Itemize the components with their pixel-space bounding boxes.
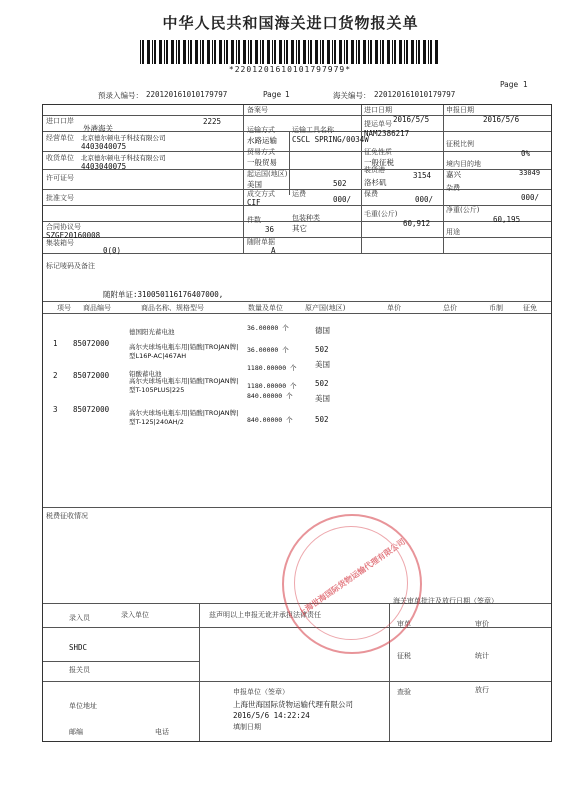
barcode-bar	[394, 40, 396, 64]
barcode-bar	[190, 40, 192, 64]
page-number: 1	[285, 90, 290, 99]
barcode-bar	[236, 40, 237, 64]
receiver-name: 北京德尔顿电子科技有限公司	[81, 154, 166, 162]
barcode-bar	[332, 40, 333, 64]
release-label: 放行	[475, 686, 489, 694]
col-total: 总价	[443, 304, 457, 312]
row3-name2: 高尔夫球场电瓶车用|铅酸|TROJAN牌|型T-125|240AH/2	[129, 409, 239, 426]
barcode-bar	[207, 40, 210, 64]
marks-label: 标记唛码及备注	[46, 262, 95, 270]
barcode-bar	[296, 40, 297, 64]
row1-qty2: 36.00000 个	[247, 346, 289, 354]
pack-type: 其它	[292, 224, 307, 233]
port-label: 进口口岸	[46, 117, 74, 125]
page-label-2: Page	[500, 80, 519, 89]
gross-weight: 60,912	[403, 219, 431, 228]
barcode-bar	[315, 40, 318, 64]
address-label: 单位地址	[69, 702, 97, 710]
port-code: 2225	[203, 117, 222, 126]
barcode-bar	[406, 40, 408, 64]
tax-levy-label: 征税	[397, 652, 411, 660]
transaction: CIF	[247, 198, 261, 207]
net-weight-label: 净重(公斤)	[446, 206, 480, 214]
barcode-bar	[164, 40, 165, 64]
barcode-bar	[176, 40, 177, 64]
attach-note: 随附单证:310050116176407000,	[103, 290, 224, 299]
pre-entry-label: 预录入编号：	[98, 91, 143, 100]
declaration-text: 兹声明以上申报无讹并承担法律责任	[209, 611, 321, 619]
insurance: 000/	[415, 195, 434, 204]
tax-nature: 一般征税	[364, 158, 394, 167]
barcode-bar	[344, 40, 345, 64]
barcode-bar	[200, 40, 201, 64]
price-review-label: 审价	[475, 620, 489, 628]
barcode-bar	[224, 40, 225, 64]
reporter-label: 报关员	[69, 666, 90, 674]
barcode-bar	[430, 40, 432, 64]
declare-date-label: 申报日期	[446, 106, 474, 114]
barcode-bar	[416, 40, 417, 64]
freight-label: 运费	[292, 190, 306, 198]
barcode-bar	[286, 40, 288, 64]
tax-ratio-label: 征税比例	[446, 140, 474, 148]
col-name: 商品名称、规格型号	[141, 304, 204, 312]
barcode-bar	[291, 40, 294, 64]
entry-person-label: 录入员	[69, 614, 90, 622]
barcode-bar	[183, 40, 186, 64]
row2-origin2: 502	[315, 379, 329, 388]
barcode-bar	[238, 40, 240, 64]
barcode-bar	[327, 40, 330, 64]
customs-no-label: 海关编号：	[333, 91, 371, 100]
trade-mode-label: 贸易方式	[247, 148, 275, 156]
barcode-bar	[363, 40, 366, 64]
declaration-form	[42, 104, 552, 742]
contract-no: SZGF20160008	[46, 231, 101, 240]
pre-entry-number: 220120161010179797	[146, 90, 228, 99]
barcode-bar	[159, 40, 162, 64]
row2-name1: 铅酸蓄电池	[129, 370, 162, 378]
barcode-bar	[392, 40, 393, 64]
barcode-bar	[214, 40, 216, 64]
receiver-label: 收货单位	[46, 154, 74, 162]
entry-person: SHDC	[69, 643, 88, 652]
row2-qty2: 1180.00000 个	[247, 382, 297, 390]
barcode-bar	[255, 40, 258, 64]
barcode-bar	[310, 40, 312, 64]
origin-country: 美国	[247, 180, 262, 189]
bill-no: NAM2386217	[364, 129, 410, 138]
review-label: 审单	[397, 620, 411, 628]
row3-qty2: 840.00000 个	[247, 416, 293, 424]
docs-label: 随附单据	[247, 238, 275, 246]
declare-unit-name: 上海世海国际货物运输代理有限公司	[233, 700, 353, 709]
barcode-bar	[423, 40, 426, 64]
import-date-label: 进口日期	[364, 106, 392, 114]
barcode-bar	[308, 40, 309, 64]
loading-port: 洛杉矶	[364, 178, 387, 187]
barcode-bar	[250, 40, 252, 64]
pack-type-label: 包装种类	[292, 214, 320, 222]
barcode-bar	[152, 40, 153, 64]
barcode-bar	[226, 40, 228, 64]
origin-country-code: 502	[333, 179, 347, 188]
gross-weight-label: 毛重(公斤)	[364, 210, 398, 218]
declare-unit-label: 申报单位（签章）	[233, 688, 289, 696]
barcode-bar	[404, 40, 405, 64]
barcode-bar	[382, 40, 384, 64]
domestic-dest-code: 33049	[519, 169, 541, 177]
customs-number: 220120161010179797	[374, 90, 456, 99]
barcode-bar	[262, 40, 264, 64]
import-date: 2016/5/5	[393, 115, 430, 124]
consignee-code: 4403040075	[81, 142, 127, 151]
fill-date-label: 填制日期	[233, 723, 261, 731]
misc: 000/	[521, 193, 540, 202]
barcode-bar	[202, 40, 204, 64]
insurance-label: 保费	[364, 190, 378, 198]
row3-origin1: 美国	[315, 394, 330, 403]
packages-label: 件数	[247, 216, 261, 224]
barcode-bar	[272, 40, 273, 64]
document-title: 中华人民共和国海关进口货物报关单	[162, 14, 419, 32]
customs-approval-label: 海关审单批注及放行日期（签章）	[393, 597, 498, 605]
transport-mode-label: 运输方式	[247, 126, 275, 134]
barcode-bar	[339, 40, 342, 64]
barcode-bar	[284, 40, 285, 64]
declare-datetime: 2016/5/6 14:22:24	[233, 711, 310, 720]
tax-ratio: 0%	[521, 149, 531, 158]
trade-mode: 一般贸易	[247, 158, 277, 167]
barcode-bar	[380, 40, 381, 64]
row2-origin1: 美国	[315, 360, 330, 369]
col-qty: 数量及单位	[248, 304, 283, 312]
row1-qty1: 36.00000 个	[247, 324, 289, 332]
entry-unit-label: 录入单位	[121, 611, 149, 619]
row2-qty1: 1180.00000 个	[247, 364, 297, 372]
consignee-name: 北京德尔顿电子科技有限公司	[81, 134, 166, 142]
barcode-bar	[303, 40, 306, 64]
loading-port-label: 装货港	[364, 166, 385, 174]
barcode-bar	[322, 40, 324, 64]
transaction-label: 成交方式	[247, 190, 275, 198]
barcode-bar	[171, 40, 174, 64]
row1-no: 1	[53, 339, 58, 348]
license-label: 许可证号	[46, 174, 74, 182]
barcode-bar	[243, 40, 246, 64]
transport-mode: 水路运输	[247, 136, 277, 145]
consignee-label: 经营单位	[46, 134, 74, 142]
domestic-dest: 嘉兴	[446, 170, 461, 179]
freight: 000/	[333, 195, 352, 204]
row2-name2: 高尔夫球场电瓶车用|铅酸|TROJAN牌|型T-105PLUS|225	[129, 377, 239, 394]
page-number-2: 1	[523, 80, 528, 89]
barcode-bar	[418, 40, 420, 64]
barcode-bar	[428, 40, 429, 64]
row1-name1: 德国阳光蓄电池	[129, 328, 175, 336]
barcode-bar	[274, 40, 276, 64]
barcode-bar	[140, 40, 141, 64]
barcode-bar	[435, 40, 438, 64]
tax-collection-label: 税费征收情况	[46, 512, 88, 520]
barcode-bar	[178, 40, 180, 64]
barcode-bar	[188, 40, 189, 64]
barcode-bar	[346, 40, 348, 64]
barcode-bar	[370, 40, 372, 64]
row1-name2: 高尔夫球场电瓶车用|铅酸|TROJAN牌|型L16P-AC|467AH	[129, 343, 239, 360]
postcode-label: 邮编	[69, 728, 83, 736]
bill-label: 提运单号	[364, 120, 392, 128]
barcode-bar	[260, 40, 261, 64]
row1-origin2: 502	[315, 345, 329, 354]
record-no-label: 备案号	[247, 106, 268, 114]
row2-no: 2	[53, 371, 58, 380]
barcode-bar	[248, 40, 249, 64]
barcode-bar	[166, 40, 168, 64]
row3-code: 85072000	[73, 405, 110, 414]
barcode-bar	[267, 40, 270, 64]
barcode-bar	[212, 40, 213, 64]
row2-code: 85072000	[73, 371, 110, 380]
inspection-label: 查验	[397, 688, 411, 696]
declare-date: 2016/5/6	[483, 115, 520, 124]
barcode-text: *2201201610101797979*	[228, 65, 352, 74]
docs-value: A	[271, 246, 276, 255]
barcode-bar	[351, 40, 354, 64]
col-currency: 币制	[489, 304, 503, 312]
row3-qty1: 840.00000 个	[247, 392, 293, 400]
row3-origin2: 502	[315, 415, 329, 424]
barcode-bar	[368, 40, 369, 64]
transport-tool: CSCL SPRING/0034W	[292, 135, 369, 144]
seal-text: 上海世海国际货物运输代理有限公司	[296, 537, 408, 618]
misc-label: 杂费	[446, 184, 460, 192]
col-exempt: 征免	[523, 304, 537, 312]
barcode	[140, 40, 440, 64]
container-no: 0(0)	[103, 246, 122, 255]
origin-country-label: 起运国(地区)	[247, 170, 288, 178]
page-label: Page	[263, 90, 282, 99]
barcode-bar	[399, 40, 402, 64]
statistics-label: 统计	[475, 652, 489, 660]
loading-port-code: 3154	[413, 171, 432, 180]
approval-label: 批准文号	[46, 194, 74, 202]
tax-nature-label: 征免性质	[364, 148, 392, 156]
barcode-bar	[219, 40, 222, 64]
barcode-bar	[334, 40, 336, 64]
barcode-bar	[356, 40, 357, 64]
col-price: 单价	[387, 304, 401, 312]
col-no: 项号	[57, 304, 71, 312]
company-seal	[282, 514, 422, 654]
barcode-bar	[375, 40, 378, 64]
contract-label: 合同协议号	[46, 223, 81, 231]
barcode-bar	[142, 40, 144, 64]
container-label: 集装箱号	[46, 239, 74, 247]
domestic-dest-label: 境内目的地	[446, 160, 481, 168]
barcode-bar	[358, 40, 360, 64]
barcode-bar	[298, 40, 300, 64]
packages: 36	[265, 225, 275, 234]
phone-label: 电话	[155, 728, 169, 736]
barcode-bar	[411, 40, 414, 64]
barcode-bar	[320, 40, 321, 64]
port-value: 外港海关	[83, 124, 113, 133]
barcode-bar	[387, 40, 390, 64]
transport-tool-label: 运输工具名称	[292, 126, 334, 134]
col-code: 商品编号	[83, 304, 111, 312]
receiver-code: 4403040075	[81, 162, 127, 171]
usage-label: 用途	[446, 228, 460, 236]
barcode-bar	[231, 40, 234, 64]
row1-origin1: 德国	[315, 326, 330, 335]
barcode-bar	[279, 40, 282, 64]
net-weight: 60,195	[493, 215, 521, 224]
row3-no: 3	[53, 405, 58, 414]
barcode-bar	[147, 40, 150, 64]
barcode-bar	[154, 40, 156, 64]
row1-code: 85072000	[73, 339, 110, 348]
barcode-bar	[195, 40, 198, 64]
col-origin: 原产国(地区)	[305, 304, 346, 312]
